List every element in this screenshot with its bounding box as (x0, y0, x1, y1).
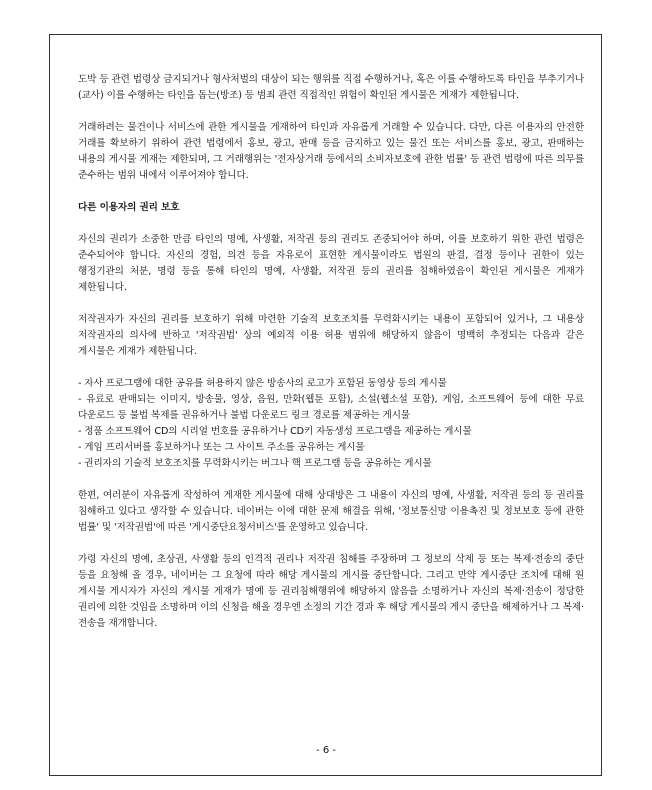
list-item: - 권리자의 기술적 보호조치를 무력화시키는 버그나 핵 프로그램 등을 공유하는 게시물 (78, 458, 432, 469)
page-number: - 6 - (316, 745, 336, 756)
paragraph-takedown-process: 가령 자신의 명예, 초상권, 사생활 등의 인격적 권리나 저작권 침해를 주장하며 그 정보의 삭제 등 또는 복제·전송의 중단 등을 요청해 올 경우, 네이버는 그 요청에 따라 해당 게시물의 게시를 중단합니다. 그리고 만약 게시중단 조치에 대해 원 게시물 게시자가 자신의 게시물 게재가 명예 등 권리침해행위에 해당하지 않음을 소명하거나 자신의 복제·전송이 정당한 권리에 의한 것임을 소명하며 이의 신청을 해올 경우엔 소정의 기간 경과 후 해당 게시물의 게시 중단을 해제하거나 그 복제·전송을 재개합니다. (78, 554, 584, 629)
list-item: - 게임 프리서버를 홍보하거나 또는 그 사이트 주소를 공유하는 게시물 (78, 442, 365, 453)
section-heading: 다른 이용자의 권리 보호 (78, 202, 180, 213)
paragraph-copyright-protection: 저작권자가 자신의 권리를 보호하기 위해 마련한 기술적 보호조치를 무력화시키는 내용이 포함되어 있거나, 그 내용상 저작권자의 의사에 반하고 '저작권법' 상의 예외적 이용 허용 범위에 해당하지 않음이 명백히 추정되는 다음과 같은 게시물은 게재가 제한됩니다. (78, 314, 584, 357)
list-item: - 유료로 판매되는 이미지, 방송물, 영상, 음원, 만화(웹툰 포함), 소설(웹소설 포함), 게임, 소프트웨어 등에 대한 무료 다운로드 등 불법 복제를 권유하거나 불법 다운로드 링크 경로를 제공하는 게시물 (78, 394, 584, 421)
bullet-list (78, 376, 584, 472)
paragraph-rights-respect: 자신의 권리가 소중한 만큼 타인의 명예, 사생활, 저작권 등의 권리도 존중되어야 하며, 이를 보호하기 위한 관련 법령은 준수되어야 합니다. 자신의 경험, 의견 등을 자유로이 표현한 게시물이라도 법원의 판결, 결정 등이나 권한이 있는 행정기관의 처분, 명령 등을 통해 타인의 명예, 사생활, 저작권 등의 권리를 침해하였음이 확인된 게시물은 게재가 제한됩니다. (78, 234, 584, 293)
paragraph-gambling-crime: 도박 등 관련 법령상 금지되거나 형사처벌의 대상이 되는 행위를 직접 수행하거나, 혹은 이를 수행하도록 타인을 부추기거나(교사) 이를 수행하는 타인을 돕는(방조) 등 범죄 관련 직접적인 위험이 확인된 게시물은 게재가 제한됩니다. (78, 74, 584, 101)
paragraph-takedown-service: 한편, 여러분이 자유롭게 작성하여 게재한 게시물에 대해 상대방은 그 내용이 자신의 명예, 사생활, 저작권 등의 등 권리를 침해하고 있다고 생각할 수 있습니다. 네이버는 이에 대한 문제 해결을 위해, '정보통신망 이용촉진 및 정보보호 등에 관한 법률' 및 '저작권법'에 따른 '게시중단요청서비스'를 운영하고 있습니다. (78, 490, 584, 533)
paragraph-trading: 거래하려는 물건이나 서비스에 관한 게시물을 게재하여 타인과 자유롭게 거래할 수 있습니다. 다만, 다른 이용자의 안전한 거래를 확보하기 위하여 관련 법령에서 홍보, 광고, 판매 등을 금지하고 있는 물건 또는 서비스를 홍보, 광고, 판매하는 내용의 게시물 게재는 제한되며, 그 거래행위는 '전자상거래 등에서의 소비자보호에 관한 법률' 등 관련 법령에 따른 의무를 준수하는 범위 내에서 이루어져야 합니다. (78, 122, 584, 181)
list-item: - 자사 프로그램에 대한 공유를 허용하지 않은 방송사의 로고가 포함된 동영상 등의 게시물 (78, 378, 447, 389)
document-body (78, 72, 584, 632)
list-item: - 정품 소프트웨어 CD의 시리얼 번호를 공유하거나 CD키 자동생성 프로그램을 제공하는 게시물 (78, 426, 472, 437)
